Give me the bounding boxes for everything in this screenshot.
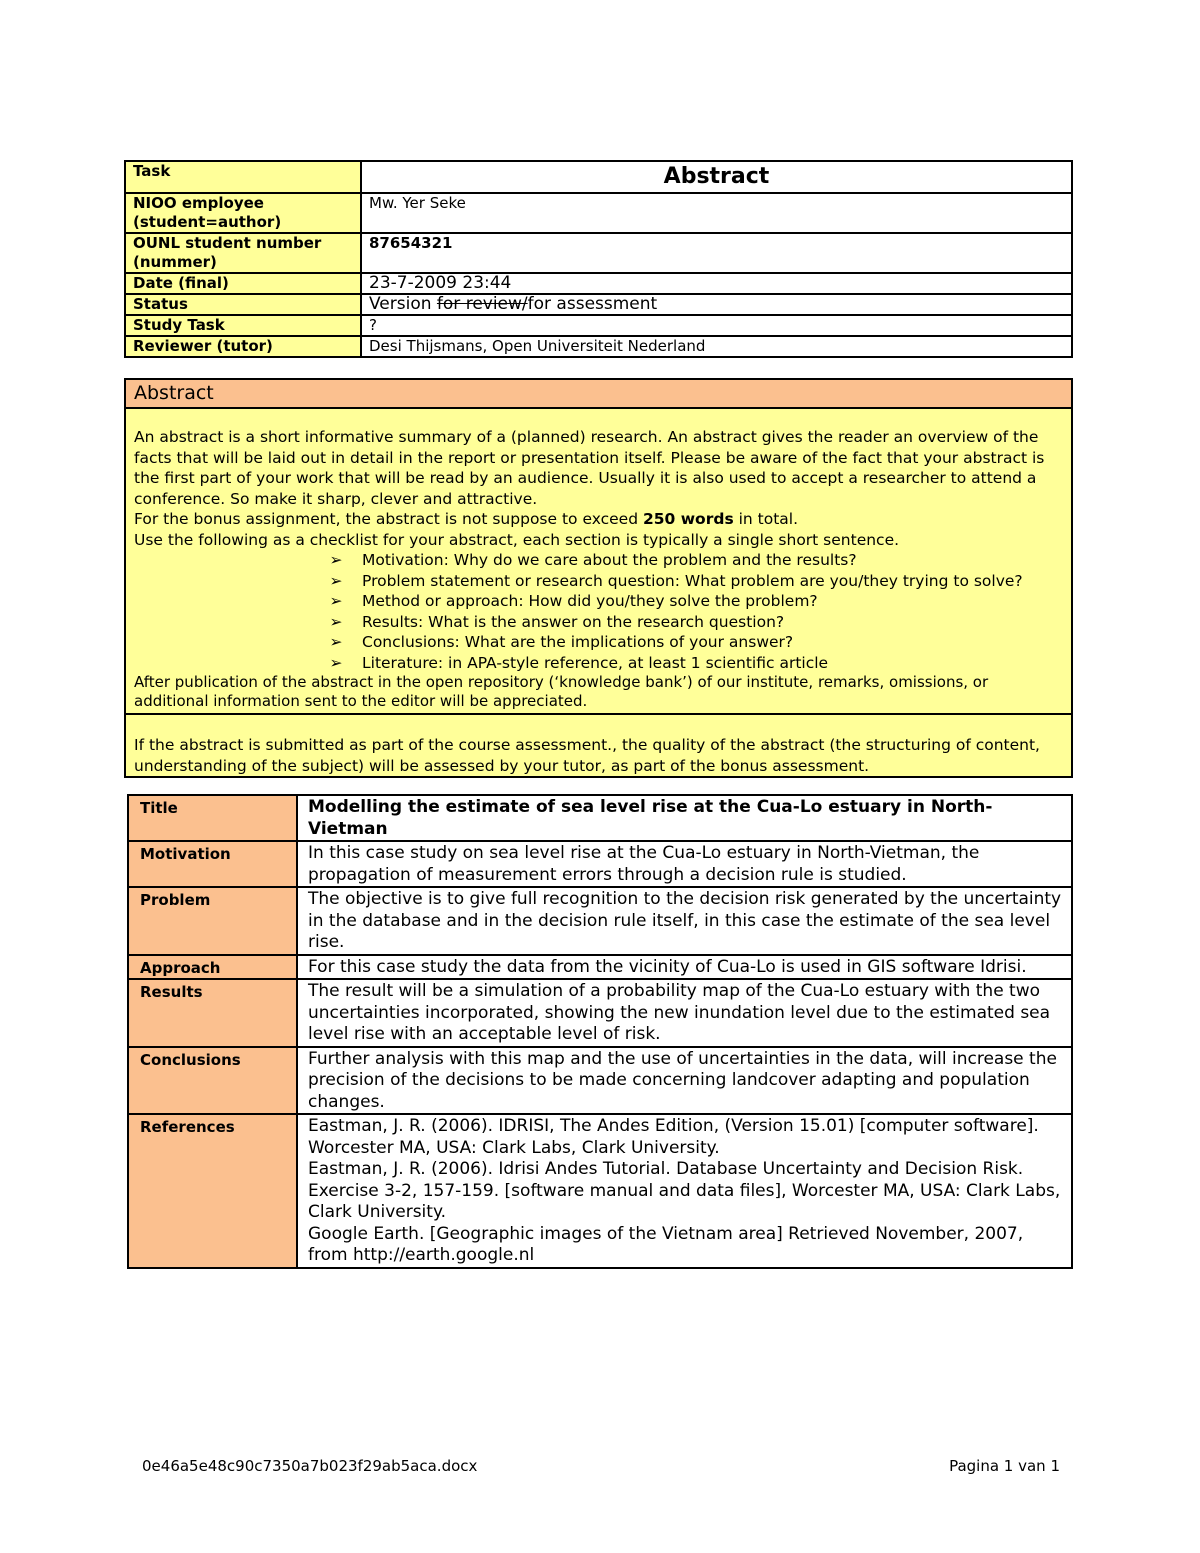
study-task-value: ? [361,315,1072,336]
date-row [125,273,1072,294]
arrow-bullet-icon: ➢ [329,633,343,651]
status-suffix: for assessment [527,294,658,314]
assessment-note: If the abstract is submitted as part of the course assessment., the quality of the abstract (the structuring of content, understanding of the subject) will be assessed by your tutor, as part of the bonus assessment. [126,713,1071,776]
employee-label: NIOO employee (student=author) [125,193,361,233]
references-list [297,1114,1072,1268]
guidance-box [124,378,1073,778]
study-task-row [125,315,1072,336]
checklist-item [326,550,1063,571]
status-row [125,294,1072,315]
problem-row [128,887,1072,955]
date-value: 23-7-2009 23:44 [361,273,1072,294]
status-label: Status [125,294,361,315]
checklist-item [326,591,1063,612]
approach-value: For this case study the data from the vicinity of Cua-Lo is used in GIS software Idrisi. [297,955,1072,980]
problem-label: Problem [128,887,297,955]
arrow-bullet-icon: ➢ [329,551,343,569]
guidance-body [126,409,1071,713]
header-table [124,160,1073,358]
study-task-label: Study Task [125,315,361,336]
checklist-item-text: Problem statement or research question: What problem are you/they trying to solve? [362,571,1023,590]
reference-entry: Eastman, J. R. (2006). IDRISI, The Andes Edition, (Version 15.01) [computer software]. Worcester MA, USA: Clark Labs, Clark University. [308,1116,1039,1158]
arrow-bullet-icon: ➢ [329,612,343,631]
checklist-intro: Use the following as a checklist for your abstract, each section is typically a single short sentence. [134,530,900,549]
checklist-item [326,653,1063,674]
checklist-item-text: Literature: in APA-style reference, at least 1 scientific article [362,653,829,672]
approach-row [128,955,1072,980]
student-number-label: OUNL student number (nummer) [125,233,361,273]
reference-entry: Google Earth. [Geographic images of the Vietnam area] Retrieved November, 2007, from http://earth.google.nl [308,1223,1024,1265]
motivation-value: In this case study on sea level rise at the Cua-Lo estuary in North-Vietman, the propagation of measurement errors through a decision rule is studied. [297,841,1072,887]
references-label: References [128,1114,297,1268]
footer-filename: 0e46a5e48c90c7350a7b023f29ab5aca.docx [142,1457,478,1475]
reviewer-value: Desi Thijsmans, Open Universiteit Nederland [361,336,1072,357]
conclusions-row [128,1047,1072,1115]
motivation-row [128,841,1072,887]
reference-entry: Eastman, J. R. (2006). Idrisi Andes Tutorial. Database Uncertainty and Decision Risk. Exercise 3-2, 157-159. [software manual and data files], Worcester MA, USA: Clark Labs, Clark University. [308,1159,1061,1222]
abstract-title-row [128,795,1072,841]
references-row [128,1114,1072,1268]
abstract-title: Modelling the estimate of sea level rise at the Cua-Lo estuary in North-Vietman [297,795,1072,841]
employee-row [125,193,1072,233]
task-row [125,161,1072,193]
guidance-heading: Abstract [126,380,1071,409]
checklist-item-text: Conclusions: What are the implications of your answer? [362,633,794,651]
checklist-item-text: Method or approach: How did you/they solve the problem? [362,592,818,610]
checklist-item-text: Results: What is the answer on the research question? [362,612,785,631]
approach-label: Approach [128,955,297,980]
status-value [361,294,1072,315]
task-label: Task [125,161,361,193]
checklist-item [326,571,1063,592]
checklist-item [326,612,1063,633]
bonus-text-after: in total. [733,510,799,528]
status-prefix: Version [369,294,437,314]
reviewer-row [125,336,1072,357]
results-row [128,979,1072,1047]
results-label: Results [128,979,297,1047]
problem-value: The objective is to give full recognition to the decision risk generated by the uncertainty in the database and in the decision rule itself, in this case the estimate of the sea level rise. [297,887,1072,955]
arrow-bullet-icon: ➢ [329,653,343,672]
guidance-intro: An abstract is a short informative summary of a (planned) research. An abstract gives the reader an overview of the facts that will be laid out in detail in the report or presentation itself. Please be aware of the fact that your abstract is the first part of your work that will be read by an audience. Usually it is also used to accept a researcher to attend a conference. So make it sharp, clever and attractive. [134,428,1045,508]
abstract-table [127,794,1073,1269]
checklist-item [326,632,1063,653]
bonus-word-limit: 250 words [642,510,734,528]
checklist-item-text: Motivation: Why do we care about the problem and the results? [362,551,857,569]
results-value: The result will be a simulation of a probability map of the Cua-Lo estuary with the two uncertainties incorporated, showing the new inundation level due to the estimated sea level rise with an acceptable level of risk. [297,979,1072,1047]
footer-page-number: Pagina 1 van 1 [949,1457,1060,1475]
arrow-bullet-icon: ➢ [329,592,343,610]
student-number-value: 87654321 [361,233,1072,273]
motivation-label: Motivation [128,841,297,887]
reviewer-label: Reviewer (tutor) [125,336,361,357]
task-value: Abstract [361,161,1072,193]
guidance-bonus [134,509,1063,530]
bonus-text-before: For the bonus assignment, the abstract is not suppose to exceed [134,510,643,528]
checklist [134,550,1063,673]
publication-note: After publication of the abstract in the open repository (‘knowledge bank’) of our institute, remarks, omissions, or additional information sent to the editor will be appreciated. [134,673,989,710]
arrow-bullet-icon: ➢ [329,571,343,590]
student-number-row [125,233,1072,273]
date-label: Date (final) [125,273,361,294]
employee-value: Mw. Yer Seke [361,193,1072,233]
conclusions-label: Conclusions [128,1047,297,1115]
conclusions-value: Further analysis with this map and the use of uncertainties in the data, will increase the precision of the decisions to be made concerning landcover adapting and population changes. [297,1047,1072,1115]
status-struck-text: for review/ [436,294,528,314]
title-label: Title [128,795,297,841]
